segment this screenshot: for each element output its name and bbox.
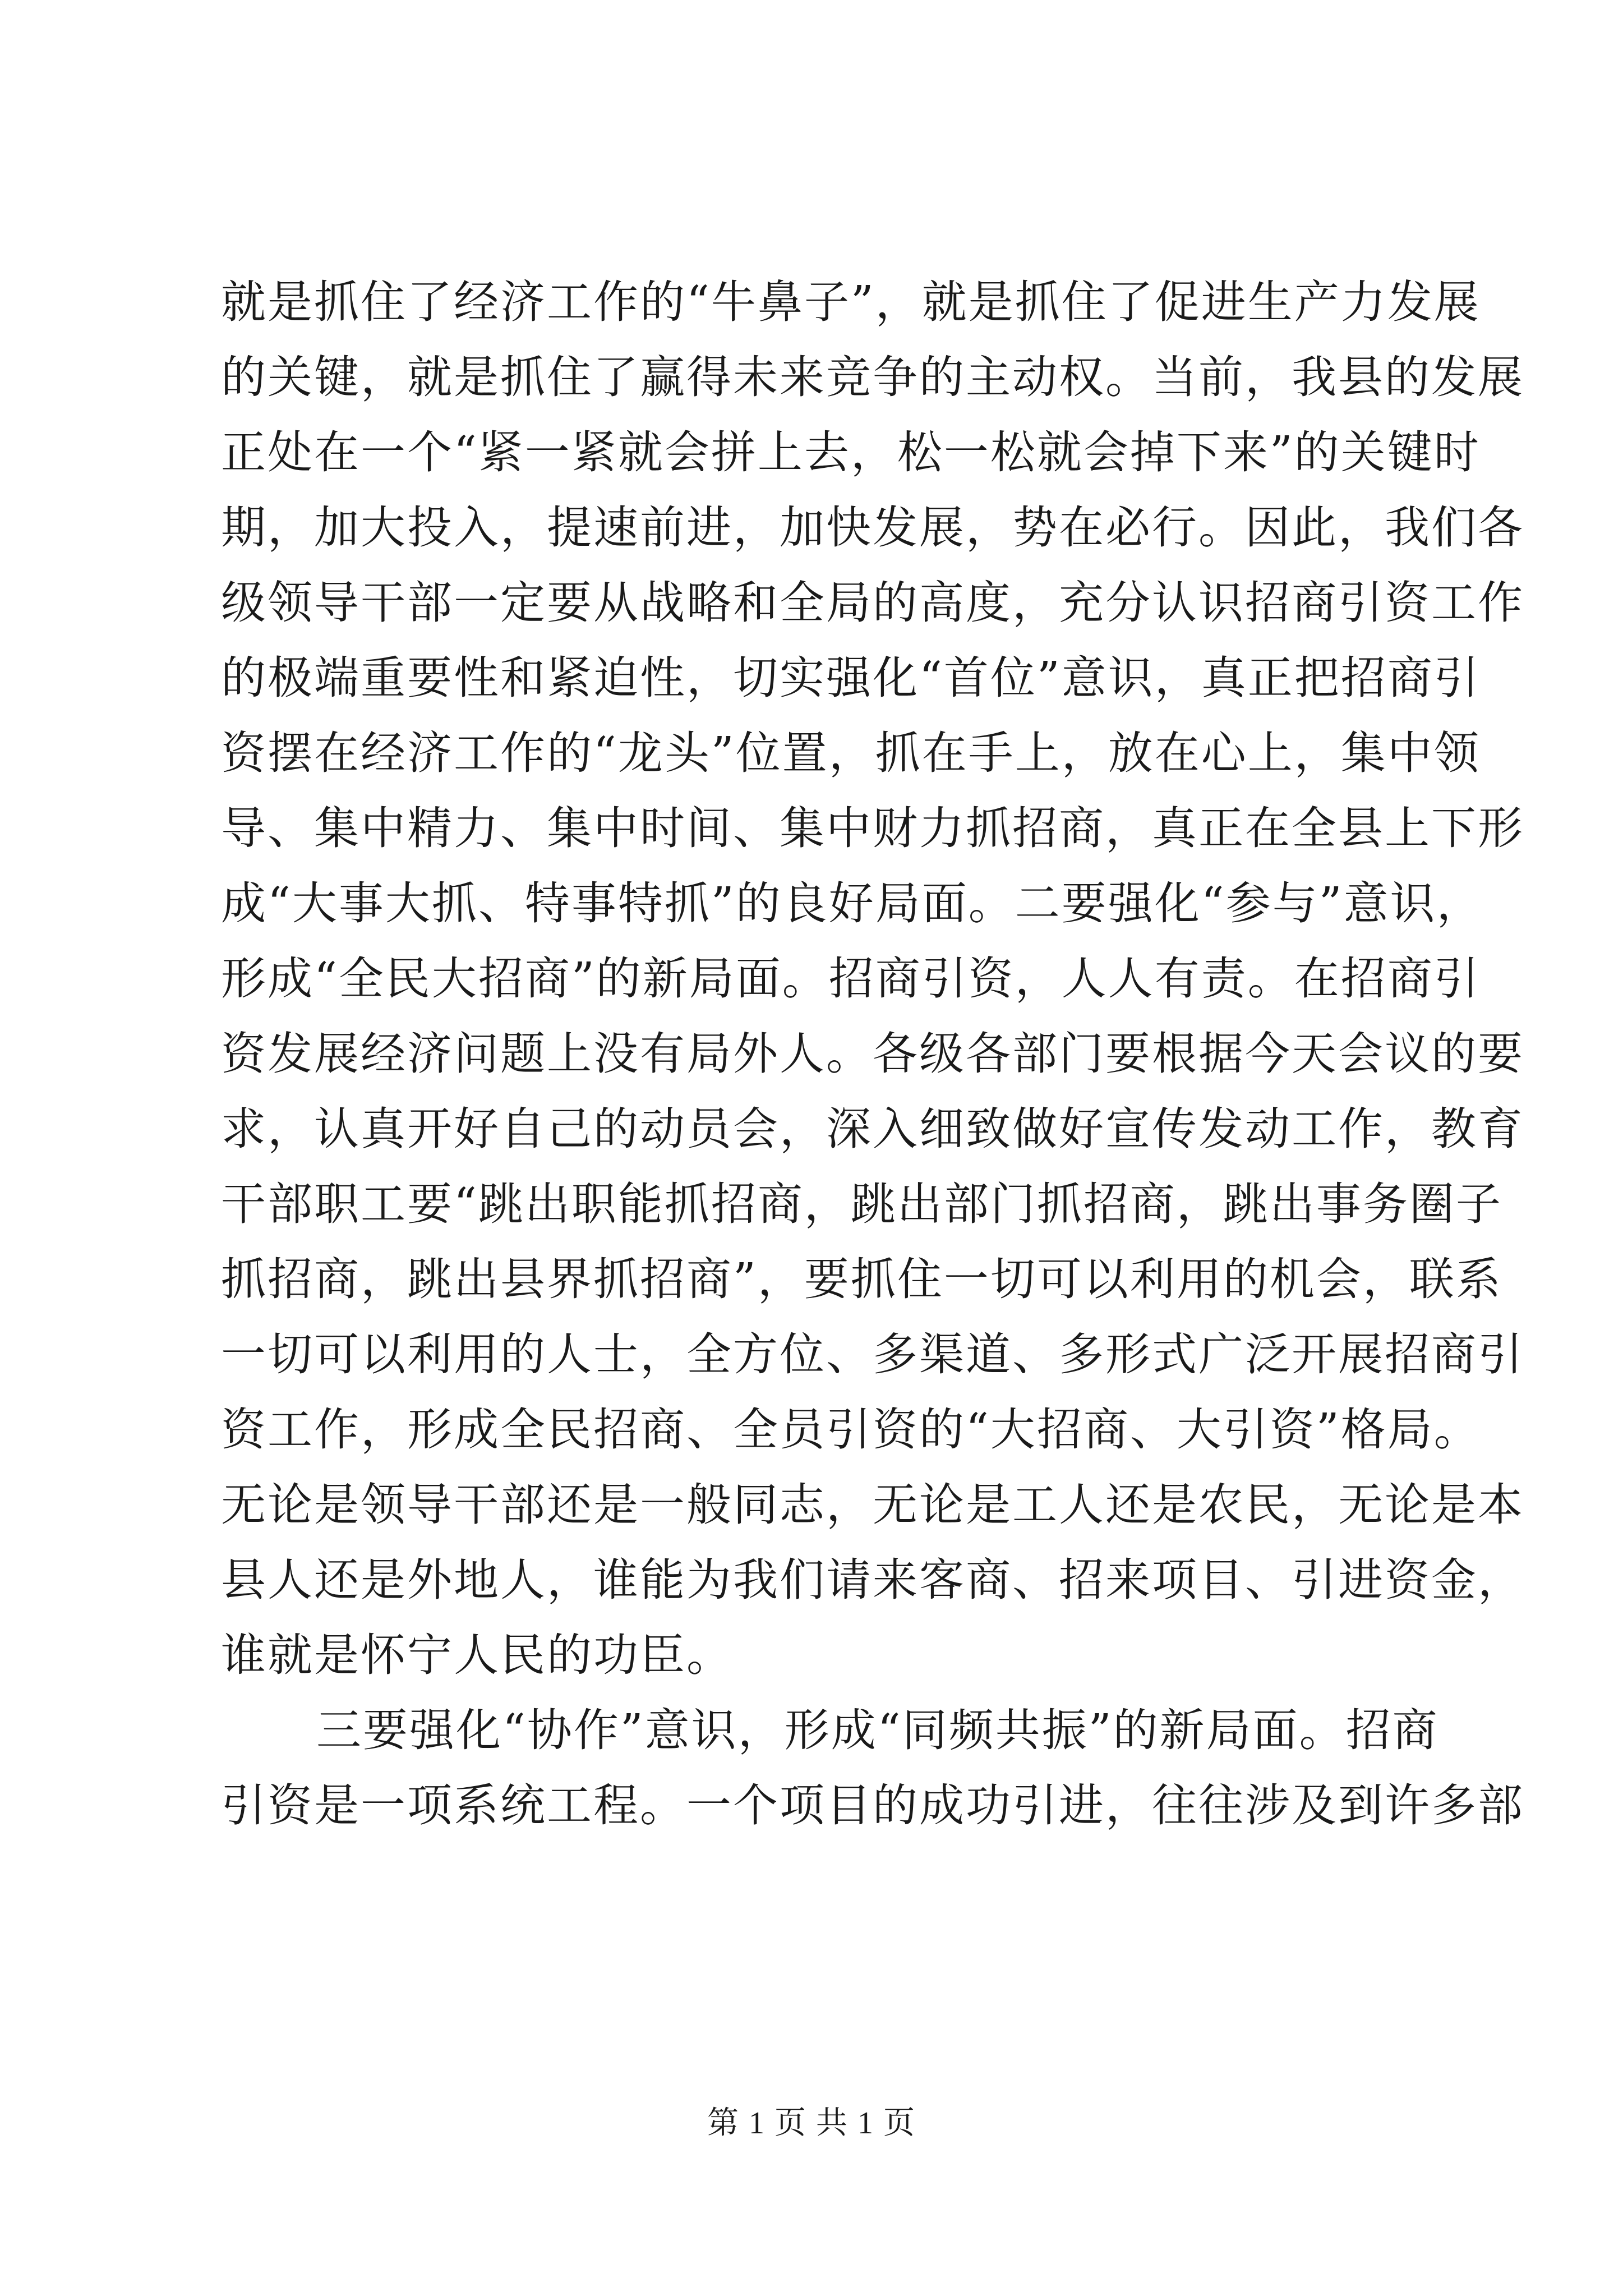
page-number: 第 1 页 共 1 页 [707, 2106, 916, 2141]
text-line: 的关键，就是抓住了赢得未来竞争的主动权。当前，我县的发展 [221, 351, 1524, 403]
paragraph-2 [221, 1693, 1524, 1843]
document-body [221, 265, 1524, 1843]
text-line: 资摆在经济工作的“龙头”位置，抓在手上，放在心上，集中领 [221, 727, 1481, 779]
paragraph-1 [221, 265, 1524, 1693]
text-line: 三要强化“协作”意识，形成“同频共振”的新局面。招商 [316, 1704, 1439, 1756]
text-line: 导、集中精力、集中时间、集中财力抓招商，真正在全县上下形 [221, 802, 1524, 854]
text-line: 资工作，形成全民招商、全员引资的“大招商、大引资”格局。 [221, 1404, 1481, 1456]
text-line: 资发展经济问题上没有局外人。各级各部门要根据今天会议的要 [221, 1028, 1524, 1080]
text-line: 期，加大投入，提速前进，加快发展，势在必行。因此，我们各 [221, 501, 1524, 554]
text-line: 就是抓住了经济工作的“牛鼻子”，就是抓住了促进生产力发展 [221, 276, 1481, 328]
text-line: 求，认真开好自己的动员会，深入细致做好宣传发动工作，教育 [221, 1103, 1524, 1155]
text-line: 县人还是外地人，谁能为我们请来客商、招来项目、引进资金， [221, 1554, 1524, 1606]
text-line: 成“大事大抓、特事特抓”的良好局面。二要强化“参与”意识， [221, 877, 1483, 930]
text-line: 干部职工要“跳出职能抓招商，跳出部门抓招商，跳出事务圈子 [221, 1178, 1502, 1230]
text-line: 级领导干部一定要从战略和全局的高度，充分认识招商引资工作 [221, 577, 1524, 629]
text-line: 形成“全民大招商”的新局面。招商引资，人人有责。在招商引 [221, 953, 1481, 1005]
text-line: 一切可以利用的人士，全方位、多渠道、多形式广泛开展招商引 [221, 1328, 1524, 1381]
text-line: 的极端重要性和紧迫性，切实强化“首位”意识，真正把招商引 [221, 652, 1481, 704]
text-line: 正处在一个“紧一紧就会拼上去，松一松就会掉下来”的关键时 [221, 426, 1481, 478]
text-line: 抓招商，跳出县界抓招商”，要抓住一切可以利用的机会，联系 [221, 1253, 1502, 1305]
text-line: 引资是一项系统工程。一个项目的成功引进，往往涉及到许多部 [221, 1779, 1524, 1832]
text-line: 无论是领导干部还是一般同志，无论是工人还是农民，无论是本 [221, 1479, 1524, 1531]
text-line: 谁就是怀宁人民的功臣。 [221, 1629, 733, 1681]
